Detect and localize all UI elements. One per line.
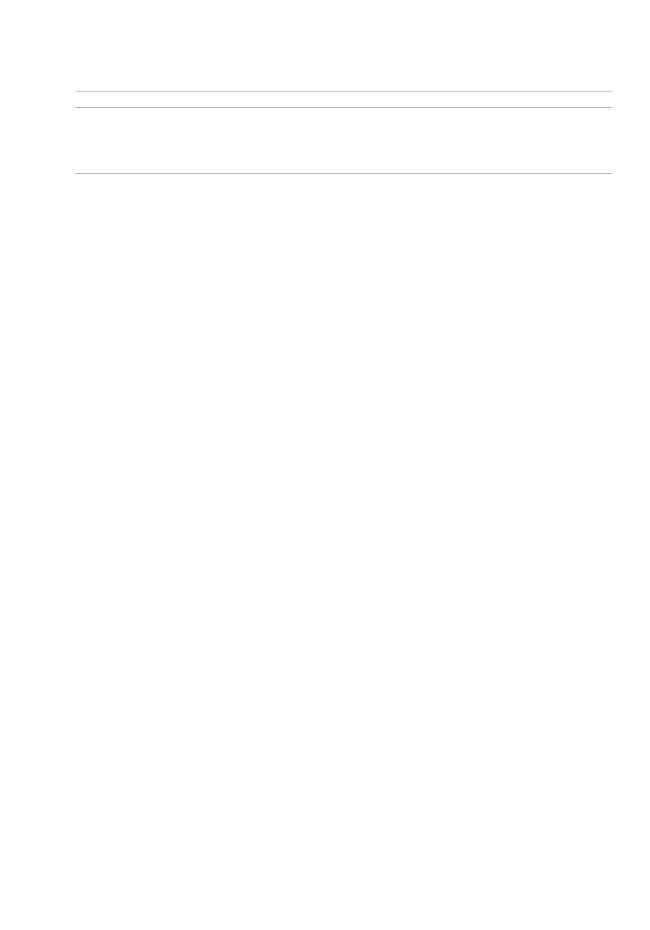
divider-rule-bottom (75, 173, 612, 174)
divider-rule-top (75, 91, 612, 92)
divider-rule-middle (75, 107, 612, 108)
qr-code (533, 107, 621, 195)
print-info-block (75, 115, 612, 128)
print-run-line (75, 115, 612, 128)
